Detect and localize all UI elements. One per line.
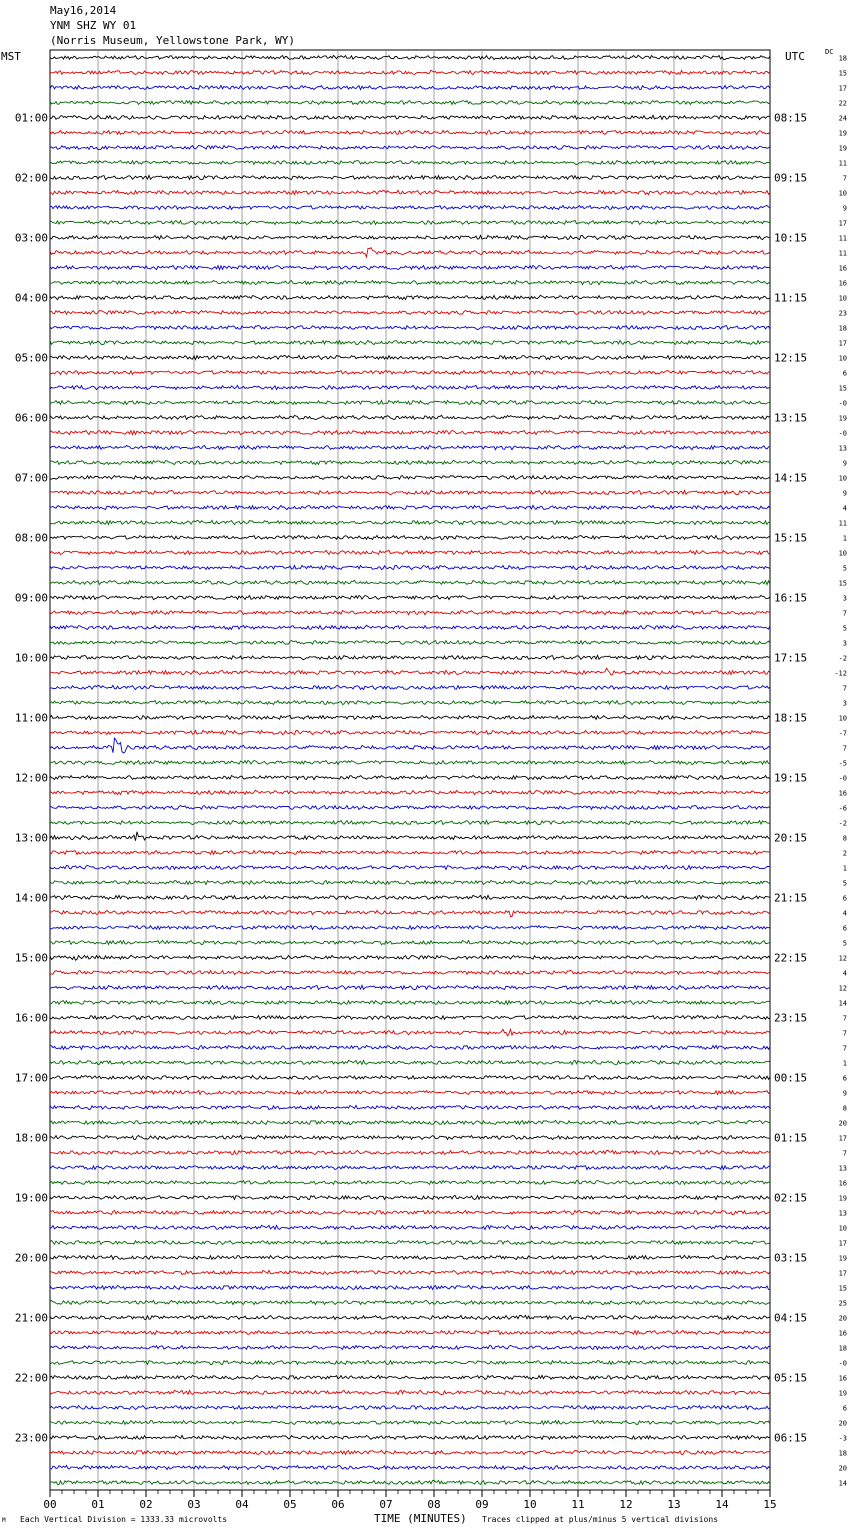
mst-hour-label: 15:00 — [14, 951, 48, 965]
seismic-trace — [50, 790, 770, 794]
dc-offset-label: 7 — [842, 1149, 847, 1158]
x-tick-label: 12 — [619, 1498, 633, 1511]
mst-hour-label: 04:00 — [14, 291, 48, 305]
dc-offset-label: 15 — [838, 69, 847, 78]
seismic-trace — [50, 146, 770, 150]
seismic-trace — [50, 1210, 770, 1214]
dc-offset-label: 17 — [838, 1239, 847, 1248]
seismic-trace — [50, 1180, 770, 1184]
utc-hour-label: 15:15 — [774, 531, 808, 545]
seismic-trace — [50, 1150, 770, 1154]
dc-offset-label: 1 — [842, 534, 847, 543]
seismic-trace — [50, 1000, 770, 1004]
mst-hour-label: 03:00 — [14, 231, 48, 245]
dc-offset-label: 25 — [838, 1299, 847, 1308]
dc-offset-label: 8 — [842, 834, 847, 843]
seismic-trace — [50, 325, 770, 329]
mst-hour-label: 06:00 — [14, 411, 48, 425]
seismic-trace — [50, 1390, 770, 1394]
x-tick-label: 13 — [667, 1498, 681, 1511]
utc-hour-label: 11:15 — [774, 291, 808, 305]
dc-offset-label: -2 — [838, 654, 847, 663]
seismic-trace — [50, 1105, 770, 1109]
seismic-trace — [50, 1091, 770, 1095]
seismic-trace — [50, 730, 770, 734]
seismic-trace — [50, 1285, 770, 1289]
dc-offset-label: 4 — [842, 909, 847, 918]
dc-offset-label: 24 — [838, 114, 847, 123]
mst-hour-label: 17:00 — [14, 1071, 48, 1085]
seismic-trace — [50, 715, 770, 719]
dc-offset-label: 4 — [842, 504, 847, 513]
seismic-trace — [50, 385, 770, 389]
seismic-trace — [50, 895, 770, 899]
dc-offset-label: 7 — [842, 684, 847, 693]
dc-offset-label: 18 — [838, 324, 847, 333]
dc-offset-label: 18 — [838, 1344, 847, 1353]
dc-offset-label: 9 — [842, 459, 847, 468]
seismic-trace — [50, 1029, 770, 1035]
dc-offset-label: 16 — [838, 279, 847, 288]
utc-hour-label: 17:15 — [774, 651, 808, 665]
seismic-trace — [50, 565, 770, 569]
seismic-trace — [50, 820, 770, 824]
left-timezone-label: MST — [1, 50, 21, 63]
seismic-trace — [50, 505, 770, 509]
seismic-trace — [50, 685, 770, 689]
dc-offset-label: 7 — [842, 1029, 847, 1038]
seismic-trace — [50, 235, 770, 239]
dc-offset-label: 17 — [838, 1134, 847, 1143]
utc-hour-label: 23:15 — [774, 1011, 808, 1025]
seismic-trace — [50, 355, 770, 359]
vertical-division-note: Each Vertical Division = 1333.33 microvolts — [20, 1515, 228, 1524]
right-timezone-label: UTC — [785, 50, 805, 63]
mst-hour-label: 18:00 — [14, 1131, 48, 1145]
dc-offset-label: 9 — [842, 489, 847, 498]
utc-hour-label: 00:15 — [774, 1071, 808, 1085]
seismic-trace — [50, 400, 770, 404]
seismic-trace — [50, 776, 770, 780]
dc-offset-label: 8 — [842, 1104, 847, 1113]
seismic-trace — [50, 1135, 770, 1139]
seismic-trace — [50, 160, 770, 164]
seismic-trace — [50, 1360, 770, 1364]
seismic-trace — [50, 1315, 770, 1319]
mst-hour-label: 23:00 — [14, 1431, 48, 1445]
seismic-trace — [50, 625, 770, 629]
dc-offset-label: 16 — [838, 789, 847, 798]
seismic-trace — [50, 311, 770, 315]
dc-offset-label: -6 — [838, 804, 847, 813]
dc-offset-label: 20 — [838, 1419, 847, 1428]
dc-offset-label: 16 — [838, 1329, 847, 1338]
utc-hour-label: 14:15 — [774, 471, 808, 485]
seismic-trace — [50, 430, 770, 434]
utc-hour-label: 20:15 — [774, 831, 808, 845]
x-axis-title: TIME (MINUTES) — [374, 1512, 467, 1525]
seismic-trace — [50, 655, 770, 659]
seismic-trace — [50, 970, 770, 974]
dc-offset-label: 5 — [842, 564, 847, 573]
dc-offset-label: 15 — [838, 1284, 847, 1293]
mst-hour-label: 14:00 — [14, 891, 48, 905]
seismic-trace — [50, 596, 770, 600]
dc-offset-label: 20 — [838, 1464, 847, 1473]
seismic-trace — [50, 460, 770, 464]
seismic-trace — [50, 910, 770, 916]
dc-offset-label: 13 — [838, 444, 847, 453]
dc-offset-label: 19 — [838, 129, 847, 138]
seismic-trace — [50, 1120, 770, 1124]
seismic-trace — [50, 1225, 770, 1229]
x-tick-label: 15 — [763, 1498, 777, 1511]
dc-offset-label: 6 — [842, 369, 847, 378]
dc-offset-label: 12 — [838, 984, 847, 993]
dc-offset-label: -0 — [838, 399, 847, 408]
mst-hour-label: 20:00 — [14, 1251, 48, 1265]
x-tick-label: 05 — [283, 1498, 297, 1511]
dc-offset-label: 6 — [842, 1074, 847, 1083]
seismic-trace — [50, 520, 770, 524]
dc-offset-label: -0 — [838, 1359, 847, 1368]
mst-hour-label: 19:00 — [14, 1191, 48, 1205]
dc-offset-label: -3 — [838, 1434, 847, 1443]
utc-hour-label: 22:15 — [774, 951, 808, 965]
corner-mark: M — [2, 1517, 6, 1524]
dc-offset-label: -0 — [838, 774, 847, 783]
utc-hour-label: 10:15 — [774, 231, 808, 245]
dc-offset-label: 19 — [838, 1194, 847, 1203]
dc-offset-label: 13 — [838, 1164, 847, 1173]
dc-offset-label: 7 — [842, 174, 847, 183]
dc-offset-label: 19 — [838, 414, 847, 423]
station-code: YNM SHZ WY 01 — [50, 19, 137, 32]
seismic-trace — [50, 851, 770, 855]
dc-offset-label: 11 — [838, 519, 847, 528]
mst-hour-label: 09:00 — [14, 591, 48, 605]
seismic-trace — [50, 1435, 770, 1439]
dc-offset-label: 11 — [838, 234, 847, 243]
seismic-trace — [50, 476, 770, 480]
x-tick-label: 02 — [139, 1498, 153, 1511]
dc-offset-label: 10 — [838, 354, 847, 363]
seismic-trace — [50, 265, 770, 269]
dc-offset-label: 2 — [842, 849, 847, 858]
seismic-trace — [50, 371, 770, 375]
dc-offset-label: 15 — [838, 384, 847, 393]
dc-offset-label: 16 — [838, 264, 847, 273]
dc-offset-label: 17 — [838, 84, 847, 93]
seismic-trace — [50, 550, 770, 554]
dc-offset-label: 1 — [842, 1059, 847, 1068]
utc-hour-label: 04:15 — [774, 1311, 808, 1325]
mst-hour-label: 13:00 — [14, 831, 48, 845]
x-tick-label: 03 — [187, 1498, 201, 1511]
dc-offset-header: DC — [825, 48, 834, 56]
dc-offset-label: 15 — [838, 579, 847, 588]
mst-hour-label: 05:00 — [14, 351, 48, 365]
mst-hour-label: 10:00 — [14, 651, 48, 665]
station-location: (Norris Museum, Yellowstone Park, WY) — [50, 34, 296, 47]
seismic-trace — [50, 1075, 770, 1079]
seismic-trace — [50, 1166, 770, 1170]
seismic-trace — [50, 580, 770, 584]
seismic-trace — [50, 1345, 770, 1349]
mst-hour-label: 16:00 — [14, 1011, 48, 1025]
seismic-trace — [50, 1480, 770, 1484]
seismic-trace — [50, 340, 770, 344]
seismic-trace — [50, 220, 770, 224]
dc-offset-label: 7 — [842, 744, 847, 753]
utc-hour-label: 01:15 — [774, 1131, 808, 1145]
seismic-trace — [50, 85, 770, 89]
seismic-trace — [50, 115, 770, 119]
seismic-trace — [50, 1375, 770, 1379]
seismic-trace — [50, 865, 770, 869]
dc-offset-label: 9 — [842, 204, 847, 213]
mst-hour-label: 08:00 — [14, 531, 48, 545]
utc-hour-label: 05:15 — [774, 1371, 808, 1385]
dc-offset-label: 9 — [842, 1089, 847, 1098]
seismic-trace — [50, 1255, 770, 1259]
plot-date: May16,2014 — [50, 4, 117, 17]
utc-hour-label: 12:15 — [774, 351, 808, 365]
dc-offset-label: 10 — [838, 189, 847, 198]
dc-offset-label: 20 — [838, 1314, 847, 1323]
dc-offset-label: 6 — [842, 924, 847, 933]
dc-offset-label: 3 — [842, 594, 847, 603]
x-tick-label: 01 — [91, 1498, 105, 1511]
dc-offset-label: 18 — [838, 54, 847, 63]
seismic-trace — [50, 940, 770, 944]
utc-hour-label: 02:15 — [774, 1191, 808, 1205]
dc-offset-label: 10 — [838, 294, 847, 303]
x-tick-label: 10 — [523, 1498, 537, 1511]
dc-offset-label: 3 — [842, 639, 847, 648]
mst-hour-label: 07:00 — [14, 471, 48, 485]
x-tick-label: 06 — [331, 1498, 345, 1511]
dc-offset-label: -5 — [838, 759, 847, 768]
dc-offset-label: -7 — [838, 729, 847, 738]
dc-offset-label: 6 — [842, 894, 847, 903]
seismic-trace — [50, 955, 770, 960]
dc-offset-label: 1 — [842, 864, 847, 873]
seismic-trace — [50, 1060, 770, 1064]
dc-offset-label: 19 — [838, 1254, 847, 1263]
dc-offset-label: 19 — [838, 144, 847, 153]
seismic-trace — [50, 701, 770, 705]
seismic-trace — [50, 1465, 770, 1469]
seismic-trace — [50, 190, 770, 194]
seismic-trace — [50, 926, 770, 930]
seismic-trace — [50, 101, 770, 105]
mst-hour-label: 01:00 — [14, 111, 48, 125]
clipping-note: Traces clipped at plus/minus 5 vertical divisions — [482, 1515, 719, 1524]
dc-offset-label: 17 — [838, 219, 847, 228]
utc-hour-label: 09:15 — [774, 171, 808, 185]
dc-offset-label: 12 — [838, 954, 847, 963]
seismic-trace — [50, 1270, 770, 1274]
seismic-trace — [50, 1195, 770, 1199]
mst-hour-label: 21:00 — [14, 1311, 48, 1325]
x-tick-label: 04 — [235, 1498, 249, 1511]
seismic-trace — [50, 446, 770, 450]
mst-hour-label: 12:00 — [14, 771, 48, 785]
seismic-trace — [50, 1331, 770, 1335]
seismic-trace — [50, 1405, 770, 1409]
seismic-trace — [50, 130, 770, 134]
seismic-trace — [50, 70, 770, 74]
dc-offset-label: 5 — [842, 879, 847, 888]
seismic-trace — [50, 1300, 770, 1304]
seismic-trace — [50, 295, 770, 299]
dc-offset-label: 22 — [838, 99, 847, 108]
seismic-trace — [50, 1016, 770, 1020]
dc-offset-label: 16 — [838, 1374, 847, 1383]
mst-hour-label: 02:00 — [14, 171, 48, 185]
x-tick-label: 07 — [379, 1498, 393, 1511]
utc-hour-label: 08:15 — [774, 111, 808, 125]
seismic-trace — [50, 206, 770, 210]
seismic-trace — [50, 1450, 770, 1454]
x-tick-label: 11 — [571, 1498, 585, 1511]
seismic-trace — [50, 281, 770, 285]
dc-offset-label: 4 — [842, 969, 847, 978]
dc-offset-label: -12 — [834, 669, 847, 678]
utc-hour-label: 13:15 — [774, 411, 808, 425]
seismic-trace — [50, 761, 770, 765]
utc-hour-label: 21:15 — [774, 891, 808, 905]
utc-hour-label: 03:15 — [774, 1251, 808, 1265]
utc-hour-label: 19:15 — [774, 771, 808, 785]
dc-offset-label: 16 — [838, 1179, 847, 1188]
seismic-trace — [50, 536, 770, 540]
seismic-trace — [50, 668, 770, 675]
dc-offset-label: 17 — [838, 339, 847, 348]
dc-offset-label: 11 — [838, 249, 847, 258]
utc-hour-label: 06:15 — [774, 1431, 808, 1445]
dc-offset-label: 11 — [838, 159, 847, 168]
seismic-trace — [50, 1420, 770, 1424]
dc-offset-label: 7 — [842, 1014, 847, 1023]
dc-offset-label: 6 — [842, 1404, 847, 1413]
mst-hour-label: 11:00 — [14, 711, 48, 725]
dc-offset-label: 18 — [838, 1449, 847, 1458]
dc-offset-label: -0 — [838, 429, 847, 438]
dc-offset-label: 19 — [838, 1389, 847, 1398]
seismic-trace — [50, 738, 770, 753]
dc-offset-label: 14 — [838, 1479, 847, 1488]
utc-hour-label: 18:15 — [774, 711, 808, 725]
dc-offset-label: 7 — [842, 1044, 847, 1053]
dc-offset-label: 13 — [838, 1209, 847, 1218]
seismic-trace — [50, 248, 770, 257]
x-tick-label: 09 — [475, 1498, 489, 1511]
dc-offset-label: 10 — [838, 474, 847, 483]
dc-offset-label: 17 — [838, 1269, 847, 1278]
mst-hour-label: 22:00 — [14, 1371, 48, 1385]
seismic-trace — [50, 55, 770, 59]
seismic-trace — [50, 985, 770, 989]
x-tick-label: 14 — [715, 1498, 729, 1511]
seismic-trace — [50, 175, 770, 179]
x-tick-label: 00 — [43, 1498, 57, 1511]
seismic-trace — [50, 880, 770, 884]
seismic-trace — [50, 1240, 770, 1244]
dc-offset-label: 14 — [838, 999, 847, 1008]
dc-offset-label: 3 — [842, 699, 847, 708]
dc-offset-label: 10 — [838, 714, 847, 723]
dc-offset-label: -2 — [838, 819, 847, 828]
seismic-trace — [50, 832, 770, 841]
seismic-trace — [50, 415, 770, 419]
dc-offset-label: 5 — [842, 624, 847, 633]
dc-offset-label: 20 — [838, 1119, 847, 1128]
seismic-trace — [50, 1045, 770, 1049]
utc-hour-label: 16:15 — [774, 591, 808, 605]
seismic-trace — [50, 641, 770, 645]
seismic-trace — [50, 490, 770, 494]
seismic-trace — [50, 611, 770, 615]
dc-offset-label: 7 — [842, 609, 847, 618]
x-tick-label: 08 — [427, 1498, 441, 1511]
dc-offset-label: 10 — [838, 1224, 847, 1233]
seismic-trace — [50, 805, 770, 809]
dc-offset-label: 5 — [842, 939, 847, 948]
dc-offset-label: 23 — [838, 309, 847, 318]
dc-offset-label: 10 — [838, 549, 847, 558]
